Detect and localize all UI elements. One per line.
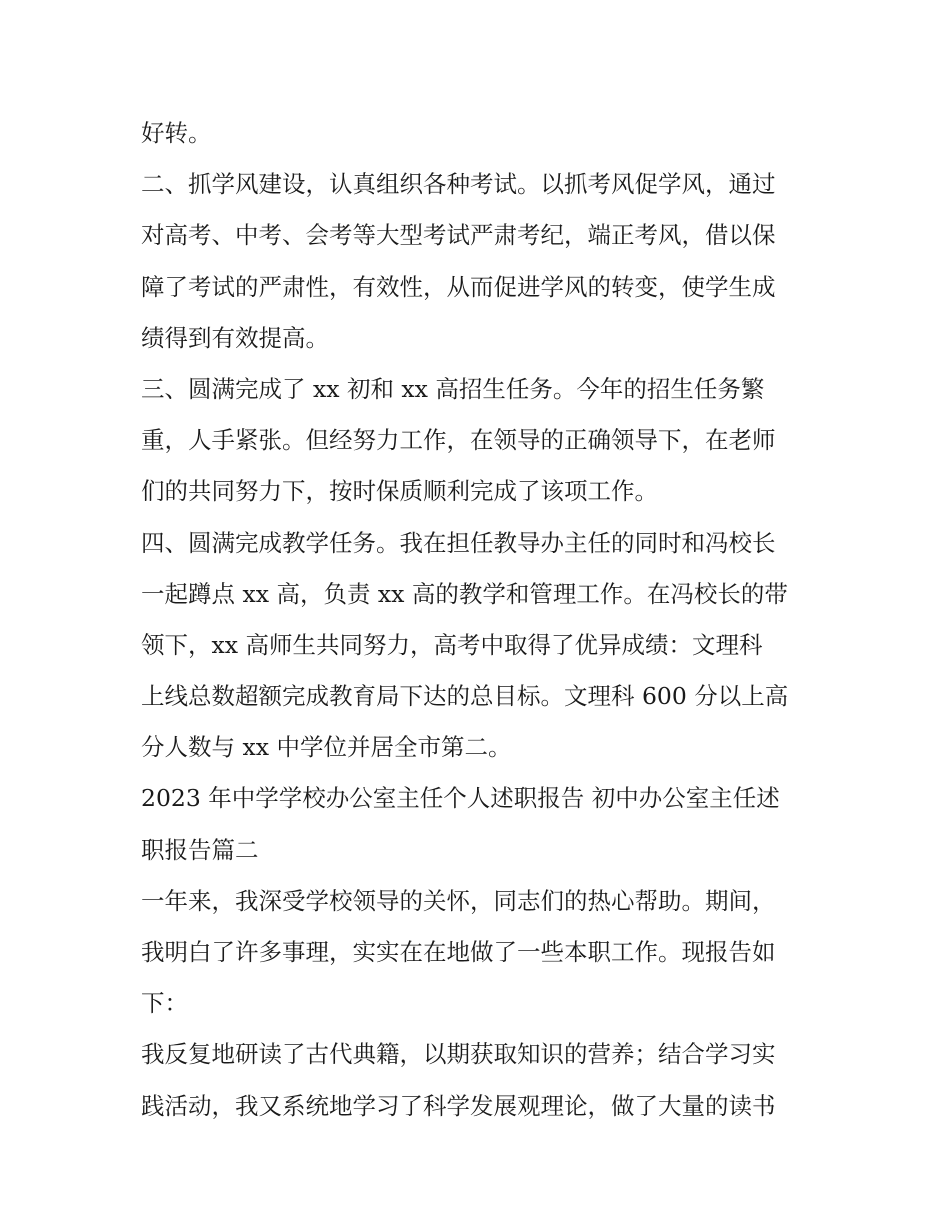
text-line: 们的共同努力下，按时保质顺利完成了该项工作。 [141,477,658,506]
text-line: 上线总数超额完成教育局下达的总目标。文理科 600 分以上高 [141,682,789,711]
section-heading: 2023 年中学学校办公室主任个人述职报告 初中办公室主任述 [141,784,780,813]
text-line: 践活动，我又系统地学习了科学发展观理论，做了大量的读书 [141,1091,776,1120]
text-line: 我反复地研读了古代典籍，以期获取知识的营养；结合学习实 [141,1040,776,1069]
document-body [141,108,821,1132]
text-line: 一起蹲点 xx 高，负责 xx 高的教学和管理工作。在冯校长的带 [141,579,788,608]
text-line: 下： [141,989,188,1018]
text-line: 好转。 [141,119,212,147]
section-heading: 职报告篇二 [141,835,259,864]
text-line: 分人数与 xx 中学位并居全市第二。 [141,733,512,762]
text-line: 对高考、中考、会考等大型考试严肃考纪，端正考风，借以保 [141,221,776,250]
text-line: 领下，xx 高师生共同努力，高考中取得了优异成绩：文理科 [141,630,763,659]
text-line: 障了考试的严肃性，有效性，从而促进学风的转变，使学生成 [141,272,776,301]
text-line: 我明白了许多事理，实实在在地做了一些本职工作。现报告如 [141,938,776,966]
text-line: 二、抓学风建设，认真组织各种考试。以抓考风促学风，通过 [141,170,776,199]
text-line: 三、圆满完成了 xx 初和 xx 高招生任务。今年的招生任务繁 [141,374,765,403]
text-line: 重，人手紧张。但经努力工作，在领导的正确领导下，在老师 [141,426,776,455]
text-line: 一年来，我深受学校领导的关怀，同志们的热心帮助。期间， [141,886,776,915]
text-line: 绩得到有效提高。 [141,323,329,352]
text-line: 四、圆满完成教学任务。我在担任教导办主任的同时和冯校长 [141,528,776,557]
